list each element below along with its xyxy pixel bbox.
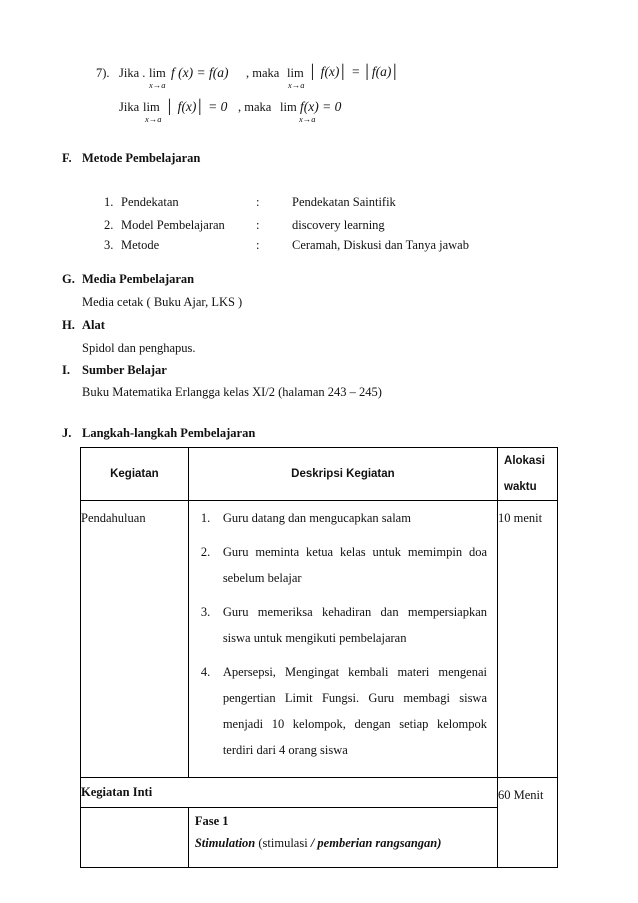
section-title: Langkah-langkah Pembelajaran bbox=[82, 426, 256, 440]
stimulation-rest: / pemberian rangsangan) bbox=[310, 836, 442, 850]
table-row bbox=[81, 808, 558, 868]
method-colon: : bbox=[256, 195, 260, 209]
list-number: 1. bbox=[200, 511, 211, 525]
formula-expression: │ f(x)│ = │f(a)│ bbox=[309, 64, 400, 79]
lim-subscript: x→a bbox=[145, 114, 162, 124]
formula-jika: Jika bbox=[119, 100, 140, 114]
list-item bbox=[201, 505, 487, 531]
section-title: Media Pembelajaran bbox=[82, 272, 195, 286]
method-number: 2. bbox=[104, 218, 114, 232]
method-colon: : bbox=[256, 238, 260, 252]
header-deskripsi: Deskripsi Kegiatan bbox=[188, 448, 497, 501]
list-item bbox=[201, 599, 487, 651]
fase-label: Fase 1 bbox=[194, 814, 229, 828]
section-body: Spidol dan penghapus. bbox=[82, 341, 196, 355]
section-body: Buku Matematika Erlangga kelas XI/2 (halaman 243 – 245) bbox=[82, 385, 382, 399]
activity-table bbox=[80, 447, 558, 868]
section-letter: F. bbox=[62, 151, 72, 165]
formula-maka: , maka bbox=[246, 66, 280, 80]
lim-operator: lim bbox=[280, 100, 297, 114]
formula-expression: │ f(x)│ = 0 bbox=[166, 99, 228, 114]
stimulation-term: Stimulation bbox=[194, 836, 256, 850]
method-colon: : bbox=[256, 218, 260, 232]
method-label: Metode bbox=[121, 238, 160, 252]
fase-cell bbox=[188, 808, 497, 868]
method-value: Pendekatan Saintifik bbox=[292, 195, 396, 209]
time-pendahuluan: 10 menit bbox=[498, 501, 558, 778]
table-row bbox=[81, 501, 558, 778]
kegiatan-inti-label: Kegiatan Inti bbox=[81, 778, 498, 808]
lim-subscript: x→a bbox=[299, 114, 316, 124]
lim-operator: lim bbox=[149, 66, 166, 80]
list-number: 3. bbox=[200, 605, 211, 619]
list-number: 4. bbox=[200, 665, 211, 679]
formula-maka: , maka bbox=[238, 100, 272, 114]
list-number: 2. bbox=[200, 545, 211, 559]
section-letter: J. bbox=[62, 426, 72, 440]
section-body: Media cetak ( Buku Ajar, LKS ) bbox=[82, 295, 243, 309]
lim-operator: lim bbox=[287, 66, 304, 80]
header-alokasi: Alokasi waktu bbox=[498, 448, 558, 501]
list-text: Guru datang dan mengucapkan salam bbox=[222, 511, 411, 525]
list-text: Guru memeriksa kehadiran dan mempersiapkan siswa untuk mengikuti pembelajaran bbox=[222, 605, 488, 645]
formula-jika: Jika . bbox=[119, 66, 146, 80]
empty-cell bbox=[81, 808, 189, 868]
lim-subscript: x→a bbox=[288, 80, 305, 90]
section-letter: H. bbox=[62, 318, 75, 332]
method-value: Ceramah, Diskusi dan Tanya jawab bbox=[292, 238, 469, 252]
list-item bbox=[201, 539, 487, 591]
list-item bbox=[201, 659, 487, 763]
method-label: Model Pembelajaran bbox=[121, 218, 225, 232]
time-inti: 60 Menit bbox=[498, 778, 558, 868]
formula-expression: f(x) = 0 bbox=[300, 99, 342, 114]
table-header-row bbox=[81, 448, 558, 501]
method-number: 3. bbox=[104, 238, 114, 252]
list-text: Apersepsi, Mengingat kembali materi mengenai pengertian Limit Fungsi. Guru membagi siswa menjadi 10 kelompok, dengan setiap kelompok terdiri dari 4 orang siswa bbox=[222, 665, 488, 757]
section-title: Alat bbox=[82, 318, 105, 332]
method-value: discovery learning bbox=[292, 218, 385, 232]
header-kegiatan: Kegiatan bbox=[81, 448, 189, 501]
section-title: Metode Pembelajaran bbox=[82, 151, 201, 165]
stimulation-paren: (stimulasi bbox=[258, 836, 308, 850]
table-row bbox=[81, 778, 558, 808]
kegiatan-pendahuluan: Pendahuluan bbox=[81, 501, 189, 778]
section-title: Sumber Belajar bbox=[82, 363, 167, 377]
list-text: Guru meminta ketua kelas untuk memimpin doa sebelum belajar bbox=[222, 545, 488, 585]
formula-number: 7). bbox=[96, 66, 110, 80]
deskripsi-cell bbox=[188, 501, 497, 778]
lim-operator: lim bbox=[143, 100, 160, 114]
lim-subscript: x→a bbox=[149, 80, 166, 90]
method-label: Pendekatan bbox=[121, 195, 179, 209]
stimulation-line bbox=[195, 832, 491, 854]
section-letter: I. bbox=[62, 363, 70, 377]
method-number: 1. bbox=[104, 195, 114, 209]
formula-expression: f (x) = f(a) bbox=[171, 65, 229, 80]
section-letter: G. bbox=[62, 272, 75, 286]
